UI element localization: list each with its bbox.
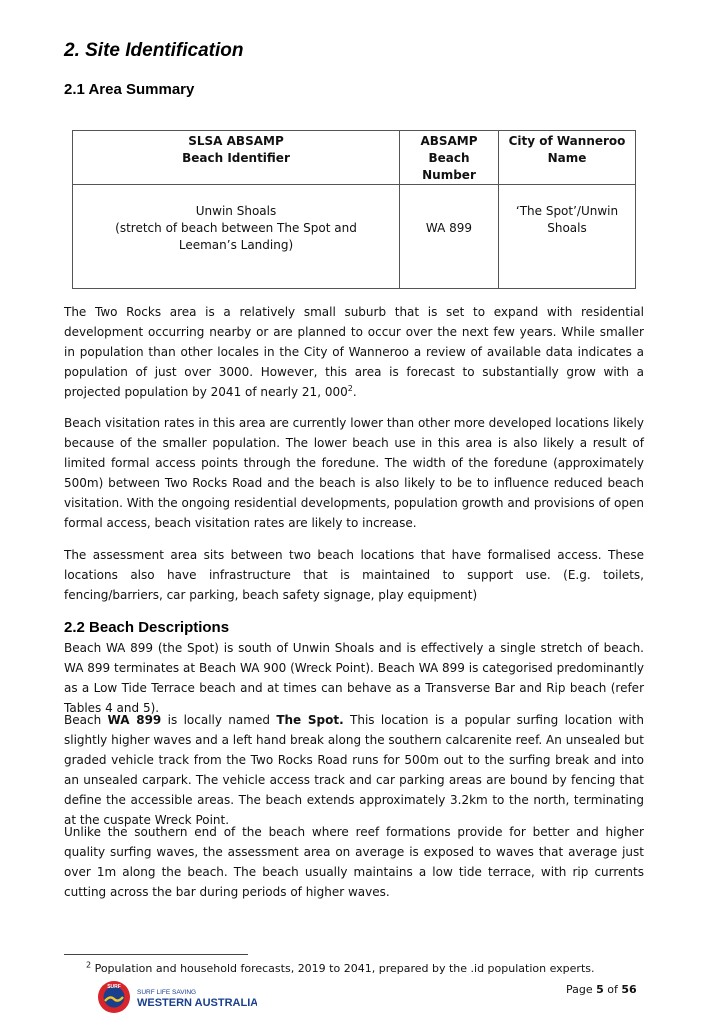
svg-text:WESTERN AUSTRALIA: WESTERN AUSTRALIA (137, 997, 257, 1009)
svg-text:SURF LIFE SAVING: SURF LIFE SAVING (137, 989, 197, 996)
header-slsa-beach-identifier: SLSA ABSAMP Beach Identifier (73, 131, 400, 185)
paragraph-wa899-overview: Beach WA 899 (the Spot) is south of Unwin Shoals and is effectively a single stretch of beach. WA 899 terminates at Beach WA 900 (Wreck Point). Beach WA 899 is categorised predominantly as a Low Tide Terrace beach and at times can behave as a Transverse Bar and Rip beach (refer Tables 4 and 5). (64, 641, 644, 715)
paragraph-southern-end: Unlike the southern end of the beach where reef formations provide for better and higher quality surfing waves, the assessment area on average is exposed to waves that average just over 1m along the beach. The beach usually maintains a low tide terrace, with rip currents cutting across the bar during periods of higher waves. (64, 825, 644, 899)
table-header-row (73, 131, 636, 185)
cell-beach-identifier: Unwin Shoals (stretch of beach between The Spot and Leeman’s Landing) (73, 185, 400, 289)
beach-number-bold: WA 899 (107, 713, 162, 727)
surf-life-saving-logo-icon (97, 980, 257, 1014)
table-row (73, 185, 636, 289)
footnote: $^2$ Population and household forecasts, 2019 to 2041, prepared by the .id population experts. (86, 960, 595, 975)
page-number: Page 5 of 56 (566, 983, 637, 996)
paragraph-two-rocks-area: The Two Rocks area is a relatively small suburb that is set to expand with residential development occurring nearby or are planned to occur over the next few years. While smaller in population than other locales in the City of Wanneroo a review of available data indicates a population of just over 3000. However, this area is forecast to substantially grow with a projected population by 2041 of nearly 21, $000^2$. (64, 305, 644, 399)
slswa-logo (97, 980, 257, 1014)
header-city-wanneroo-name: City of Wanneroo Name (499, 131, 636, 185)
header-absamp-beach-number: ABSAMP Beach Number (400, 131, 499, 185)
paragraph-beach-visitation: Beach visitation rates in this area are currently lower than other more developed locations likely because of the smaller population. The lower beach use in this area is also likely a result of limited formal access points through the foredune. The width of the foredune (approximately 500m) between Two Rocks Road and the beach is also likely to be to influence reduced beach visitation. With the ongoing residential developments, population growth and provisions of open formal access, beach visitation rates are likely to increase. (64, 416, 644, 530)
beach-name-bold: The Spot. (276, 713, 344, 727)
subsection-area-summary: 2.1 Area Summary (64, 81, 195, 98)
area-summary-table (72, 130, 636, 289)
svg-text:SURF: SURF (107, 984, 121, 991)
cell-beach-number: WA 899 (400, 185, 499, 289)
paragraph-the-spot: Beach WA 899 is locally named The Spot. This location is a popular surfing location with slightly higher waves and a left hand break along the southern calcarenite reef. An unsealed but graded vehicle track from the Two Rocks Road runs for 500m out to the surfing break and into an unsealed carpark. The vehicle access track and car parking areas are bound by fencing that define the accessible areas. The beach extends approximately 3.2km to the north, terminating at the cuspate Wreck Point. (64, 713, 644, 827)
section-title: 2. Site Identification (64, 40, 244, 61)
paragraph-assessment-area: The assessment area sits between two beach locations that have formalised access. These locations also have infrastructure that is maintained to support use. (E.g. toilets, fencing/barriers, car parking, beach safety signage, play equipment) (64, 548, 644, 602)
footnote-ref: 2 (347, 384, 353, 393)
cell-wanneroo-name: ‘The Spot’/Unwin Shoals (499, 185, 636, 289)
footnote-divider (64, 954, 248, 955)
subsection-beach-descriptions: 2.2 Beach Descriptions (64, 619, 230, 636)
